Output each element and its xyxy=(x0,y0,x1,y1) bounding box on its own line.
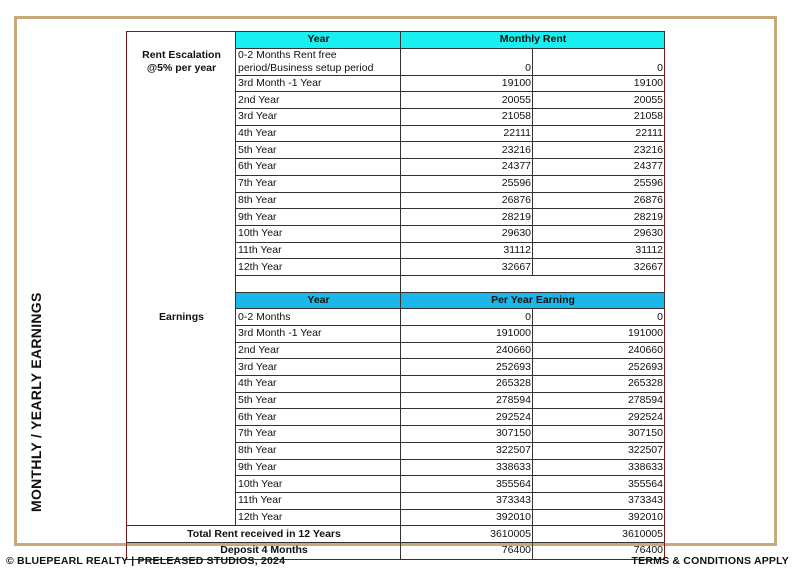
earnings-label-cell xyxy=(127,376,236,393)
earnings-label-cell xyxy=(127,359,236,376)
earnings-value-b: 307150 xyxy=(533,426,665,443)
earnings-value-b: 392010 xyxy=(533,509,665,526)
earnings-value-b: 240660 xyxy=(533,342,665,359)
earnings-year: 5th Year xyxy=(236,392,401,409)
rent-row xyxy=(127,92,665,109)
earnings-value-b: 265328 xyxy=(533,376,665,393)
rent-year: 3rd Month -1 Year xyxy=(236,75,401,92)
rent-value-a: 28219 xyxy=(401,209,533,226)
rent-year: 6th Year xyxy=(236,159,401,176)
earnings-row xyxy=(127,326,665,343)
earnings-value-a: 392010 xyxy=(401,509,533,526)
earnings-row xyxy=(127,459,665,476)
rent-label-cell xyxy=(127,142,236,159)
rent-value-a: 19100 xyxy=(401,75,533,92)
rent-header-year: Year xyxy=(236,32,401,49)
earnings-label-cell xyxy=(127,476,236,493)
rent-value-a: 22111 xyxy=(401,125,533,142)
rent-year: 9th Year xyxy=(236,209,401,226)
rent-row xyxy=(127,242,665,259)
earnings-year: 12th Year xyxy=(236,509,401,526)
rent-row xyxy=(127,75,665,92)
rent-row xyxy=(127,109,665,126)
rent-escalation-label xyxy=(127,48,236,75)
earnings-value-b: 191000 xyxy=(533,326,665,343)
footer-terms-link[interactable]: TERMS & CONDITIONS APPLY xyxy=(631,555,789,567)
earnings-year: 11th Year xyxy=(236,492,401,509)
earnings-label-cell xyxy=(127,442,236,459)
earnings-year: 4th Year xyxy=(236,376,401,393)
earnings-value-a: 240660 xyxy=(401,342,533,359)
rent-value-a: 23216 xyxy=(401,142,533,159)
earnings-value-a: 355564 xyxy=(401,476,533,493)
header-spacer xyxy=(127,32,236,49)
earnings-row xyxy=(127,476,665,493)
earnings-year: 3rd Year xyxy=(236,359,401,376)
rent-label-cell xyxy=(127,225,236,242)
spacer-cell xyxy=(533,275,665,292)
earnings-year: 9th Year xyxy=(236,459,401,476)
rent-row xyxy=(127,192,665,209)
rent-row xyxy=(127,209,665,226)
earnings-value-a: 0 xyxy=(401,309,533,326)
rent-year: 4th Year xyxy=(236,125,401,142)
earnings-year: 6th Year xyxy=(236,409,401,426)
earnings-row xyxy=(127,409,665,426)
earnings-value-b: 278594 xyxy=(533,392,665,409)
rent-value-b: 21058 xyxy=(533,109,665,126)
rent-value-a: 29630 xyxy=(401,225,533,242)
earnings-header-row xyxy=(127,292,665,309)
rent-year: 2nd Year xyxy=(236,92,401,109)
spacer-cell xyxy=(127,275,236,292)
earnings-header-year: Year xyxy=(236,292,401,309)
earnings-value-a: 278594 xyxy=(401,392,533,409)
deposit-value-a: 76400 xyxy=(401,542,533,559)
earnings-row xyxy=(127,309,665,326)
earnings-row xyxy=(127,342,665,359)
earnings-year: 0-2 Months xyxy=(236,309,401,326)
earnings-label-cell xyxy=(127,492,236,509)
rent-label-cell xyxy=(127,209,236,226)
spacer-cell xyxy=(401,275,533,292)
rent-escalation-line2: @5% per year xyxy=(146,61,217,74)
earnings-year: 7th Year xyxy=(236,426,401,443)
rent-first-value-b: 0 xyxy=(533,48,665,75)
rent-value-b: 32667 xyxy=(533,259,665,276)
earnings-value-a: 322507 xyxy=(401,442,533,459)
rent-first-value-a: 0 xyxy=(401,48,533,75)
earnings-row xyxy=(127,376,665,393)
rent-value-a: 25596 xyxy=(401,175,533,192)
deposit-value-b: 76400 xyxy=(533,542,665,559)
earnings-value-b: 252693 xyxy=(533,359,665,376)
earnings-value-a: 373343 xyxy=(401,492,533,509)
earnings-value-a: 307150 xyxy=(401,426,533,443)
rent-value-b: 28219 xyxy=(533,209,665,226)
earnings-value-a: 191000 xyxy=(401,326,533,343)
rent-value-a: 32667 xyxy=(401,259,533,276)
rent-escalation-line1: Rent Escalation xyxy=(142,48,221,61)
earnings-value-a: 292524 xyxy=(401,409,533,426)
earnings-year: 10th Year xyxy=(236,476,401,493)
rent-label-cell xyxy=(127,109,236,126)
earnings-label-cell xyxy=(127,509,236,526)
rent-value-a: 21058 xyxy=(401,109,533,126)
earnings-header-value: Per Year Earning xyxy=(401,292,665,309)
rent-header-monthly: Monthly Rent xyxy=(401,32,665,49)
earnings-label-cell: Earnings xyxy=(159,310,204,323)
footer-copyright: © BLUEPEARL REALTY | PRELEASED STUDIOS, 2024 xyxy=(6,555,286,567)
rent-value-b: 20055 xyxy=(533,92,665,109)
rent-label-cell xyxy=(127,175,236,192)
earnings-row xyxy=(127,359,665,376)
rent-year: 10th Year xyxy=(236,225,401,242)
earnings-value-b: 338633 xyxy=(533,459,665,476)
rent-row xyxy=(127,159,665,176)
rent-year: 7th Year xyxy=(236,175,401,192)
earnings-value-a: 252693 xyxy=(401,359,533,376)
earnings-year: 8th Year xyxy=(236,442,401,459)
earnings-label-cell xyxy=(127,409,236,426)
earnings-year: 2nd Year xyxy=(236,342,401,359)
rent-first-year xyxy=(236,48,401,75)
earnings-value-a: 338633 xyxy=(401,459,533,476)
rent-year: 8th Year xyxy=(236,192,401,209)
total-row xyxy=(127,526,665,543)
earnings-year: 3rd Month -1 Year xyxy=(236,326,401,343)
earnings-label-cell xyxy=(127,326,236,343)
rent-row xyxy=(127,225,665,242)
rent-label-cell xyxy=(127,125,236,142)
rent-label-cell xyxy=(127,92,236,109)
rent-first-year-line1: 0-2 Months Rent free xyxy=(238,48,337,61)
rent-row xyxy=(127,125,665,142)
rent-row xyxy=(127,142,665,159)
earnings-value-b: 373343 xyxy=(533,492,665,509)
total-value-b: 3610005 xyxy=(533,526,665,543)
earnings-row xyxy=(127,509,665,526)
earnings-value-b: 292524 xyxy=(533,409,665,426)
earnings-row xyxy=(127,442,665,459)
spacer-cell xyxy=(236,275,401,292)
total-label: Total Rent received in 12 Years xyxy=(127,526,401,543)
rent-value-b: 31112 xyxy=(533,242,665,259)
side-title: MONTHLY / YEARLY EARNINGS xyxy=(28,292,44,512)
rent-row xyxy=(127,175,665,192)
rent-label-cell xyxy=(127,192,236,209)
total-value-a: 3610005 xyxy=(401,526,533,543)
rent-label-cell xyxy=(127,242,236,259)
rent-value-b: 26876 xyxy=(533,192,665,209)
earnings-value-b: 355564 xyxy=(533,476,665,493)
earnings-label-cell xyxy=(127,392,236,409)
rent-earnings-table xyxy=(126,31,665,560)
rent-value-a: 24377 xyxy=(401,159,533,176)
earnings-label-cell xyxy=(127,342,236,359)
rent-first-year-line2: period/Business setup period xyxy=(238,61,374,74)
earnings-row xyxy=(127,492,665,509)
earnings-label-cell xyxy=(127,459,236,476)
earnings-row xyxy=(127,426,665,443)
rent-value-b: 29630 xyxy=(533,225,665,242)
rent-row xyxy=(127,259,665,276)
earnings-value-b: 0 xyxy=(533,309,665,326)
rent-value-a: 31112 xyxy=(401,242,533,259)
rent-value-b: 24377 xyxy=(533,159,665,176)
rent-value-a: 26876 xyxy=(401,192,533,209)
deposit-label: Deposit 4 Months xyxy=(127,542,401,559)
spacer-row xyxy=(127,275,665,292)
rent-label-cell xyxy=(127,259,236,276)
rent-value-b: 22111 xyxy=(533,125,665,142)
earnings-value-b: 322507 xyxy=(533,442,665,459)
rent-year: 12th Year xyxy=(236,259,401,276)
earnings-value-a: 265328 xyxy=(401,376,533,393)
rent-value-b: 19100 xyxy=(533,75,665,92)
earnings-row xyxy=(127,392,665,409)
rent-year: 5th Year xyxy=(236,142,401,159)
rent-year: 11th Year xyxy=(236,242,401,259)
rent-value-a: 20055 xyxy=(401,92,533,109)
rent-label-cell xyxy=(127,159,236,176)
rent-row-first xyxy=(127,48,665,75)
rent-value-b: 25596 xyxy=(533,175,665,192)
rent-value-b: 23216 xyxy=(533,142,665,159)
rent-year: 3rd Year xyxy=(236,109,401,126)
header-spacer xyxy=(127,292,236,309)
rent-label-cell xyxy=(127,75,236,92)
earnings-label-cell xyxy=(127,426,236,443)
rent-header-row xyxy=(127,32,665,49)
